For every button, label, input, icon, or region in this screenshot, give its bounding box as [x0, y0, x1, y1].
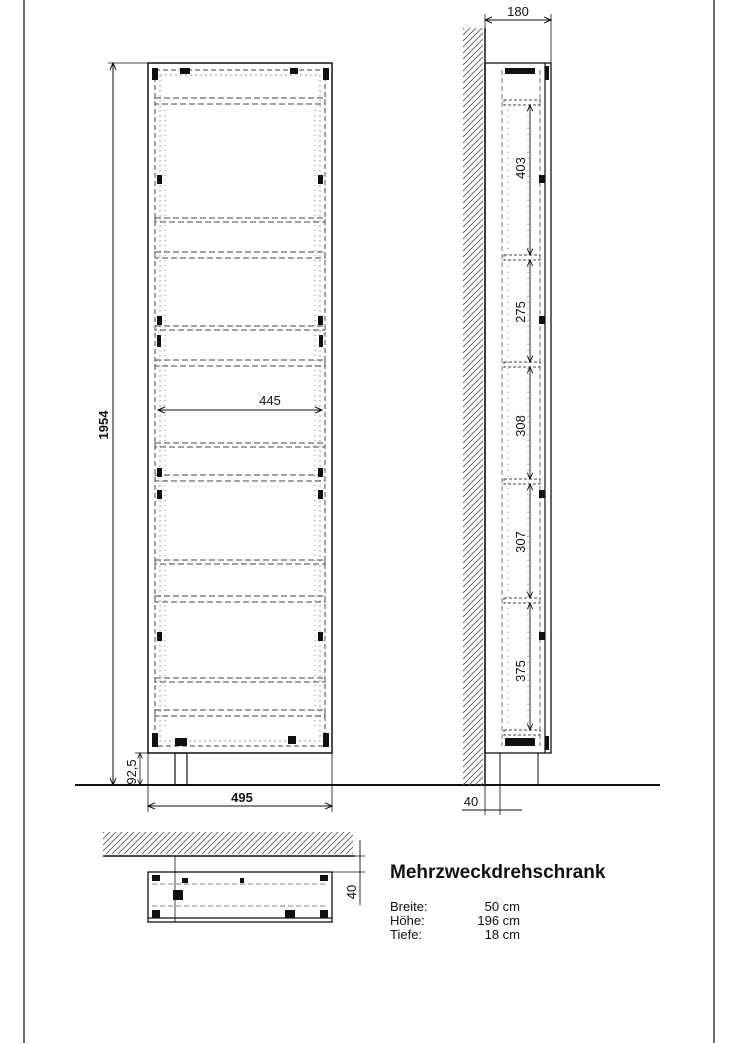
height-dim-label: 1954 — [96, 410, 111, 440]
plinth-dim-label: 92,5 — [124, 759, 139, 785]
shelf — [155, 218, 325, 222]
shelf — [155, 326, 325, 330]
plinth-foot — [175, 753, 187, 785]
shelf-spacing-label: 307 — [513, 531, 528, 553]
front-hardware — [152, 68, 329, 747]
shelf — [155, 360, 325, 366]
shelf-spacing-label: 375 — [513, 660, 528, 682]
cabinet-inner-outline — [155, 70, 325, 746]
shelf — [155, 98, 325, 104]
shelf — [155, 560, 325, 564]
spec-value: 18 cm — [484, 927, 520, 942]
page-frame — [24, 0, 714, 1043]
spec-row-depth — [390, 928, 605, 942]
spec-value: 50 cm — [484, 899, 520, 914]
product-info — [390, 862, 605, 942]
shelf — [155, 475, 325, 481]
spec-label: Höhe: — [390, 913, 425, 928]
shelf-spacing-label: 308 — [513, 415, 528, 437]
spec-row-width — [390, 900, 605, 914]
depth-dim-label: 180 — [507, 4, 529, 19]
shelf — [155, 596, 325, 602]
cabinet-outline — [148, 63, 332, 753]
wall-gap-top-label: 40 — [344, 884, 359, 900]
top-view — [103, 832, 365, 922]
inner-width-dim-label: 445 — [259, 393, 281, 408]
shelf — [155, 443, 325, 447]
wall-hatch — [463, 28, 483, 785]
product-specs — [390, 900, 605, 942]
shelf — [155, 710, 325, 716]
front-view — [96, 63, 332, 812]
top-wall-hatch — [103, 832, 353, 854]
spec-label: Tiefe: — [390, 927, 423, 942]
spec-value: 196 cm — [477, 913, 520, 928]
cabinet-inner-outline-2 — [160, 75, 320, 741]
spec-row-height — [390, 914, 605, 928]
shelf-spacing-label: 275 — [513, 301, 528, 323]
front-hole-rows — [165, 110, 315, 730]
outer-width-dim-label: 495 — [231, 790, 253, 805]
wall-gap-side-label: 40 — [463, 794, 479, 809]
top-hardware — [152, 875, 328, 918]
spec-label: Breite: — [390, 899, 428, 914]
shelf-spacing-label: 403 — [513, 157, 528, 179]
shelf — [155, 252, 325, 258]
side-view — [462, 4, 551, 815]
product-title: Mehrzweckdrehschrank — [390, 862, 606, 883]
shelf — [155, 678, 325, 682]
side-plinth — [500, 753, 538, 785]
front-shelves — [155, 98, 325, 716]
